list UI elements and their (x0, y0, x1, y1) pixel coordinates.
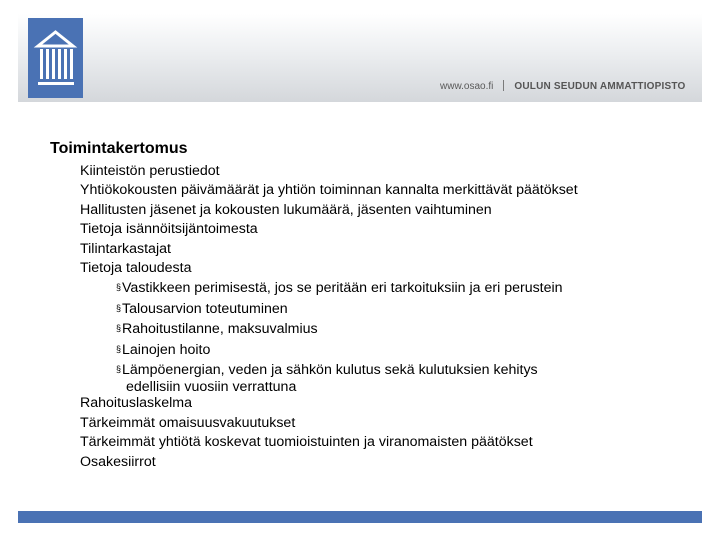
sub-list-item-continuation: edellisiin vuosiin verrattuna (126, 379, 297, 396)
sub-list-item (80, 278, 700, 298)
sub-list-item (80, 319, 700, 339)
slide-content (80, 162, 700, 472)
sub-list-item (80, 360, 700, 380)
sub-list-item-text: Vastikkeen perimisestä, jos se peritään eri tarkoituksiin ja eri perustein (122, 280, 563, 297)
sub-list-item (80, 340, 700, 360)
org-name: OULUN SEUDUN AMMATTIOPISTO (514, 81, 686, 92)
list-item: Tietoja isännöitsijäntoimesta (80, 221, 258, 238)
list-item: Tilintarkastajat (80, 240, 171, 257)
sub-list-item-text: Talousarvion toteutuminen (122, 300, 288, 317)
section-bullet-icon: § (116, 323, 122, 334)
list-item: Tietoja taloudesta (80, 260, 192, 277)
list-item: Rahoituslaskelma (80, 395, 192, 412)
sub-list-item-text: Lämpöenergian, veden ja sähkön kulutus sekä kulutuksien kehitys (122, 362, 538, 379)
slide-title: Toimintakertomus (50, 140, 188, 157)
section-bullet-icon: § (116, 282, 122, 293)
header-org-line (440, 80, 685, 92)
list-item: Yhtiökokousten päivämäärät ja yhtiön toiminnan kannalta merkittävät päätökset (80, 182, 578, 199)
header-divider (503, 80, 504, 91)
list-item: Osakesiirrot (80, 453, 156, 470)
sub-list-item-text: Lainojen hoito (122, 341, 211, 358)
section-bullet-icon: § (116, 343, 122, 354)
section-bullet-icon: § (116, 364, 122, 375)
list-item: Tärkeimmät omaisuusvakuutukset (80, 414, 296, 431)
columns-logo-icon (28, 18, 83, 98)
osao-logo (28, 18, 83, 98)
section-bullet-icon: § (116, 302, 122, 313)
list-item: Tärkeimmät yhtiötä koskevat tuomioistuinten ja viranomaisten päätökset (80, 434, 533, 451)
footer-bar (18, 511, 702, 523)
sub-list-item-text: Rahoitustilanne, maksuvalmius (122, 321, 318, 338)
sub-list-item (80, 299, 700, 319)
list-item: Hallitusten jäsenet ja kokousten lukumäärä, jäsenten vaihtuminen (80, 201, 492, 218)
list-item: Kiinteistön perustiedot (80, 163, 220, 179)
website-url[interactable]: www.osao.fi (440, 81, 494, 92)
